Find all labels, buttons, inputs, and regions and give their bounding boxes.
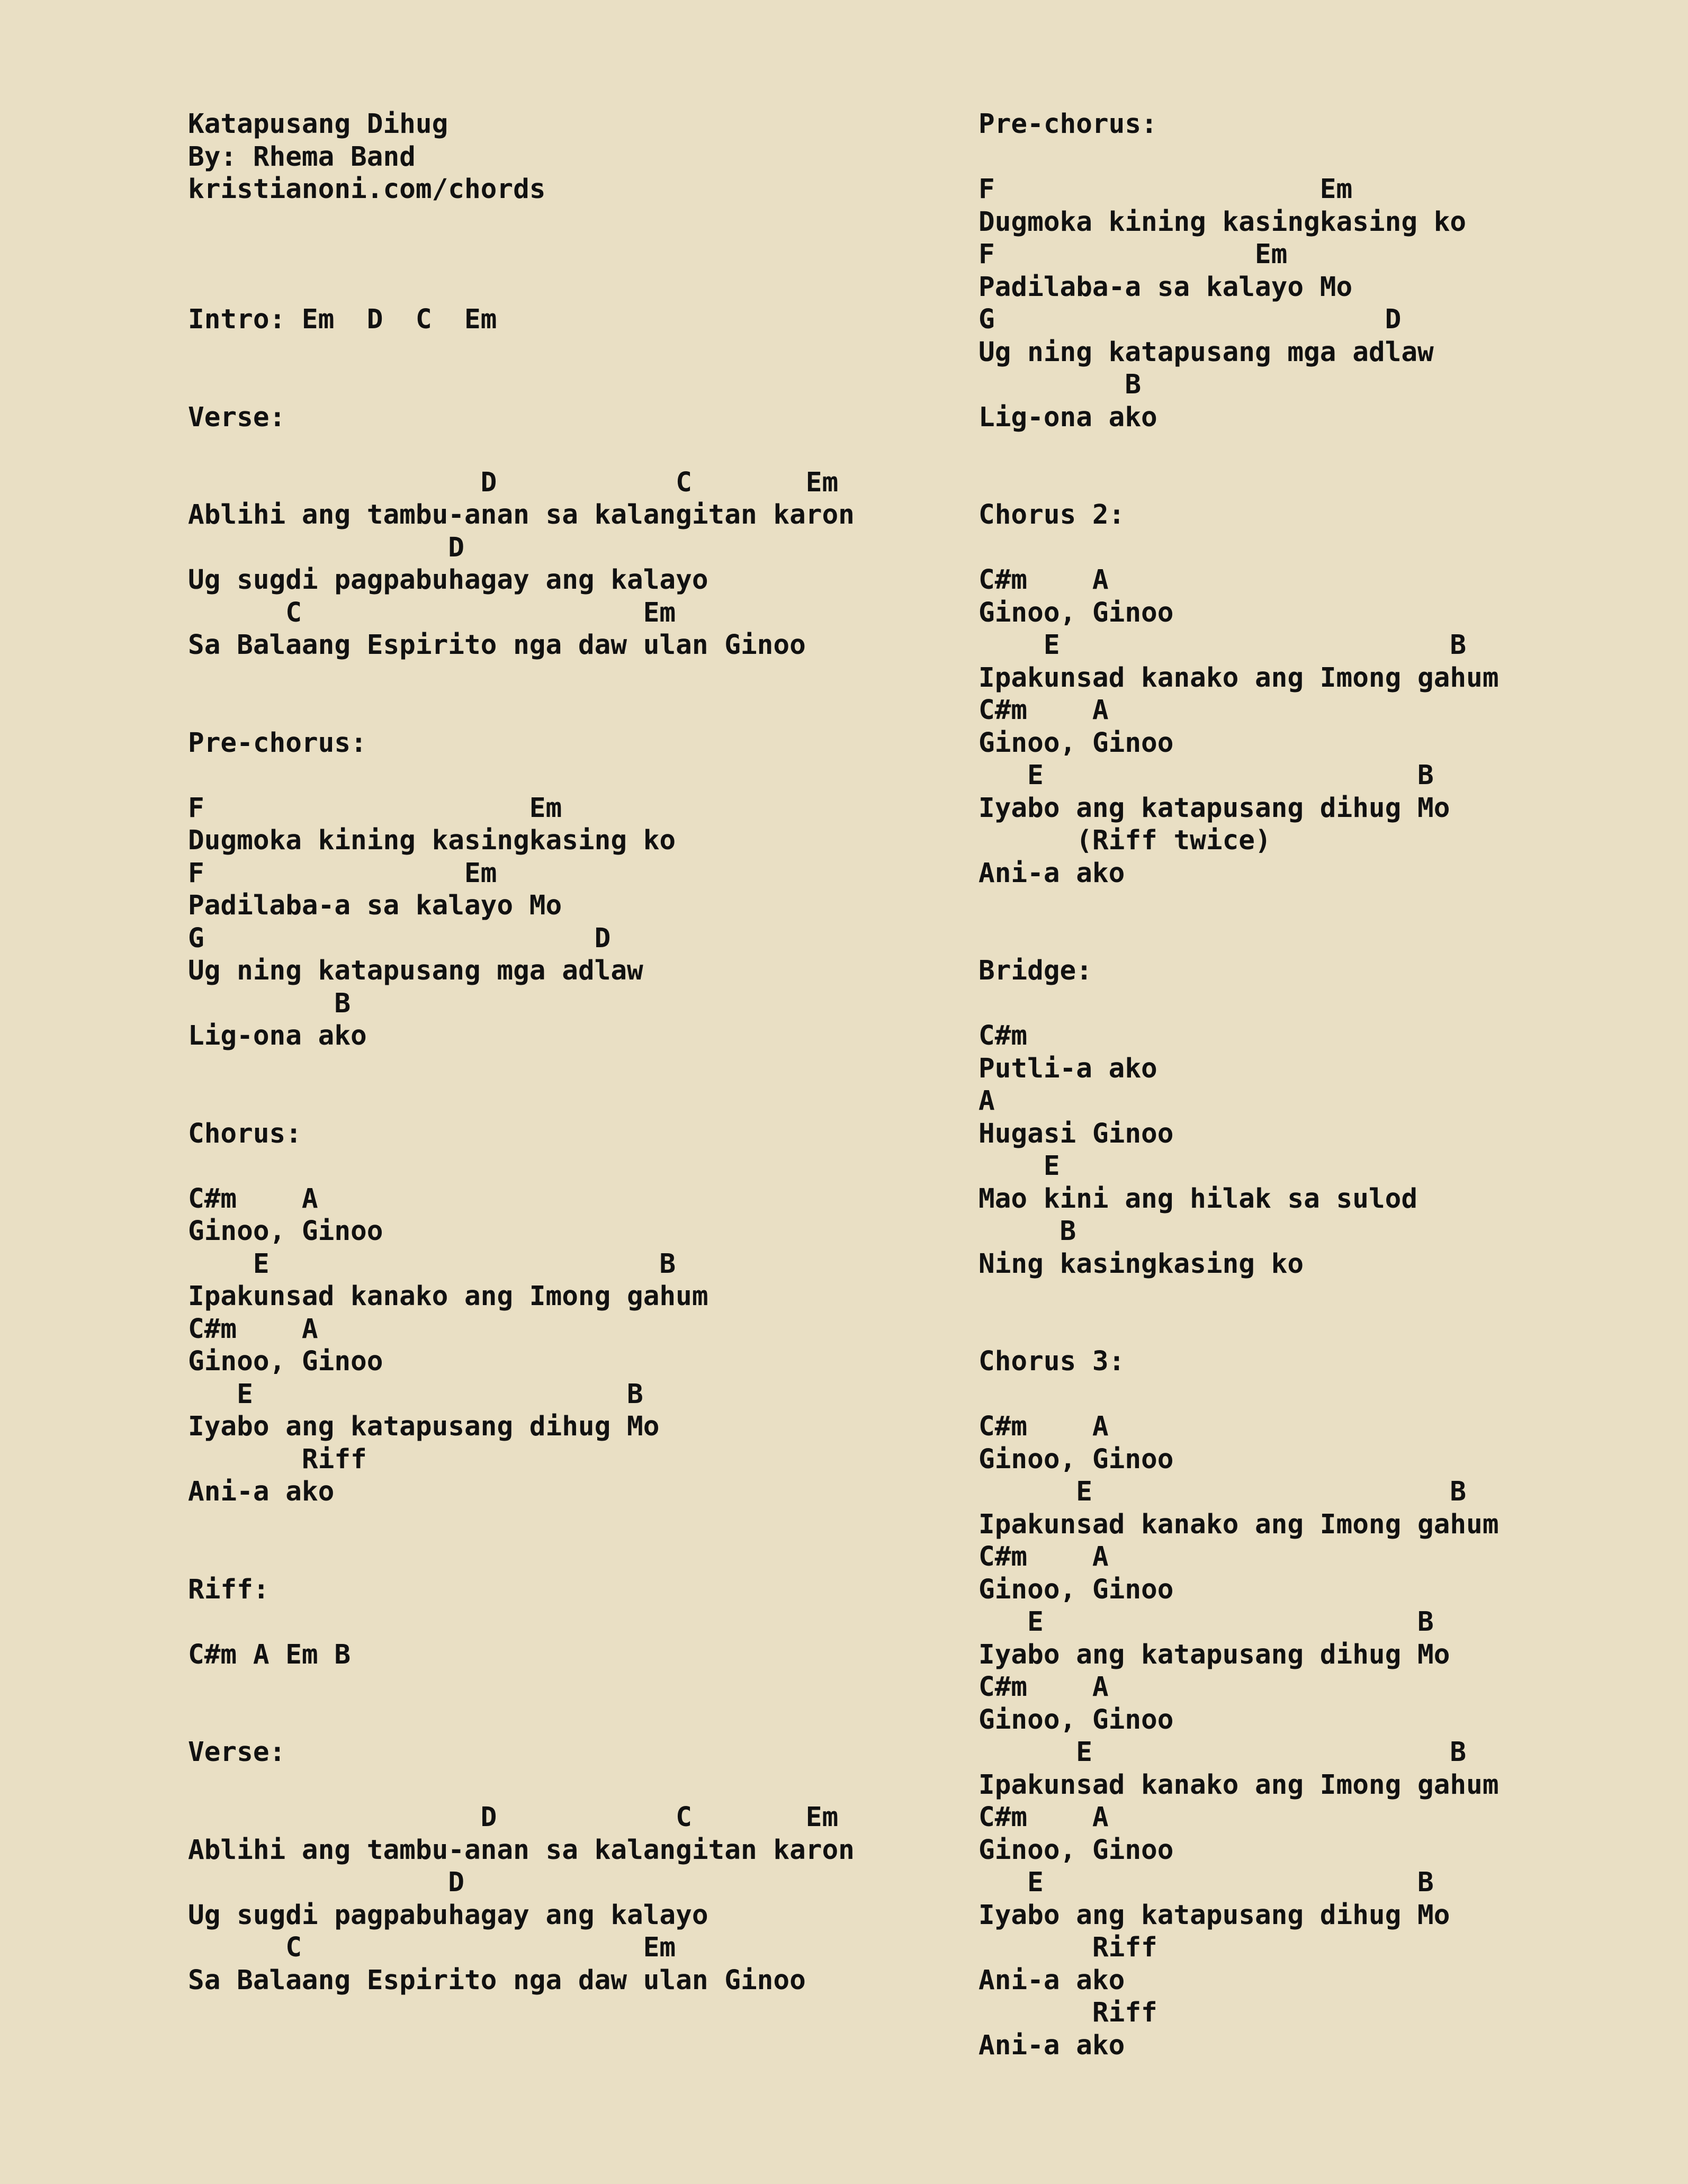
blank-line	[978, 466, 1499, 499]
chord-line: E B	[978, 760, 1434, 791]
blank-line	[188, 434, 855, 466]
lyric-line: Ginoo, Ginoo	[978, 1704, 1174, 1736]
chord-line: E B	[978, 1867, 1434, 1898]
blank-line	[978, 434, 1499, 466]
chord-line: Intro: Em D C Em	[188, 304, 497, 335]
lyric-line: Ginoo, Ginoo	[978, 1443, 1174, 1475]
chord-line: B	[978, 369, 1142, 400]
lyric-line: Ug sugdi pagpabuhagay ang kalayo	[188, 1899, 708, 1931]
lyric-line: Lig-ona ako	[188, 1020, 367, 1051]
lyric-line: Ug ning katapusang mga adlaw	[188, 955, 643, 986]
chord-line: C#m A Em B	[188, 1639, 351, 1670]
chord-line: C#m A	[978, 1802, 1109, 1833]
blank-line	[188, 1085, 855, 1118]
chord-line: C Em	[188, 597, 676, 628]
lyric-line: Ani-a ako	[978, 1964, 1125, 1996]
chord-line: B	[978, 1216, 1076, 1247]
lyric-line: Padilaba-a sa kalayo Mo	[188, 890, 562, 921]
chord-line: C Em	[188, 1932, 676, 1963]
lyric-line: Dugmoka kining kasingkasing ko	[978, 206, 1467, 238]
lyric-line: Ipakunsad kanako ang Imong gahum	[978, 662, 1499, 694]
lyric-line: Iyabo ang katapusang dihug Mo	[978, 1639, 1450, 1670]
chord-line: C#m A	[978, 1671, 1109, 1703]
chord-line: Riff	[978, 1997, 1157, 2028]
lyric-line: Lig-ona ako	[978, 401, 1157, 433]
chord-line: D C Em	[188, 1802, 839, 1833]
blank-line	[978, 532, 1499, 564]
chord-line: E	[978, 1151, 1060, 1182]
section-heading: Pre-chorus:	[188, 727, 367, 759]
lyric-line: Dugmoka kining kasingkasing ko	[188, 825, 676, 856]
chord-line: E B	[978, 1606, 1434, 1638]
blank-line	[188, 1150, 855, 1183]
blank-line	[188, 759, 855, 792]
chord-line: E B	[188, 1378, 643, 1410]
blank-line	[978, 1280, 1499, 1313]
section-heading: Verse:	[188, 401, 286, 433]
lyric-line: Ug ning katapusang mga adlaw	[978, 336, 1434, 368]
lyric-line: Ginoo, Ginoo	[188, 1216, 383, 1247]
song-title: Katapusang Dihug	[188, 109, 448, 140]
chord-line: B	[188, 987, 351, 1019]
lyric-line: Ginoo, Ginoo	[978, 1834, 1174, 1866]
chord-line: D	[188, 532, 464, 563]
lyric-line: Ani-a ako	[978, 857, 1125, 889]
lyric-line: Ginoo, Ginoo	[188, 1346, 383, 1377]
section-heading: Chorus 3:	[978, 1346, 1125, 1377]
chord-line: C#m A	[188, 1183, 318, 1215]
lyric-line: Ipakunsad kanako ang Imong gahum	[978, 1508, 1499, 1540]
lyric-line: Iyabo ang katapusang dihug Mo	[188, 1411, 660, 1442]
chord-line: C#m A	[188, 1313, 318, 1345]
lyric-line: Ginoo, Ginoo	[978, 727, 1174, 759]
chord-line: C#m A	[978, 695, 1109, 726]
lyric-line: Ug sugdi pagpabuhagay ang kalayo	[188, 564, 708, 596]
chord-line: Riff	[978, 1932, 1157, 1963]
chord-line: D C Em	[188, 466, 839, 498]
chord-line: Riff	[188, 1443, 367, 1475]
lyric-line: Ani-a ako	[978, 2029, 1125, 2061]
chord-line: A	[978, 1085, 995, 1117]
lyric-line: Ablihi ang tambu-anan sa kalangitan karon	[188, 1834, 855, 1866]
blank-line	[188, 369, 855, 401]
right-column	[978, 108, 1499, 2062]
song-meta-line: By: Rhema Band	[188, 141, 416, 173]
lyric-line: Ginoo, Ginoo	[978, 1574, 1174, 1605]
lyric-line: Iyabo ang katapusang dihug Mo	[978, 792, 1450, 824]
blank-line	[188, 1541, 855, 1574]
blank-line	[978, 987, 1499, 1020]
chord-line: (Riff twice)	[978, 825, 1271, 856]
lyric-line: Ning kasingkasing ko	[978, 1248, 1304, 1280]
chord-line: D	[188, 1867, 464, 1898]
lyric-line: Putli-a ako	[978, 1053, 1157, 1084]
section-heading: Riff:	[188, 1574, 270, 1605]
blank-line	[978, 1378, 1499, 1411]
blank-line	[978, 922, 1499, 955]
chord-line: C#m	[978, 1020, 1028, 1051]
chord-line: C#m A	[978, 564, 1109, 596]
section-heading: Verse:	[188, 1737, 286, 1768]
blank-line	[188, 238, 855, 271]
blank-line	[188, 1508, 855, 1541]
lyric-line: Ginoo, Ginoo	[978, 597, 1174, 628]
blank-line	[978, 141, 1499, 174]
lyric-line: Hugasi Ginoo	[978, 1118, 1174, 1149]
blank-line	[188, 694, 855, 727]
chord-line: F Em	[188, 857, 497, 889]
chord-line: F Em	[978, 174, 1353, 205]
chord-line: E B	[188, 1248, 676, 1280]
blank-line	[188, 1606, 855, 1639]
chord-line: C#m A	[978, 1541, 1109, 1572]
lyric-line: Padilaba-a sa kalayo Mo	[978, 271, 1353, 303]
lyric-line: Ipakunsad kanako ang Imong gahum	[978, 1769, 1499, 1801]
section-heading: Chorus 2:	[978, 499, 1125, 531]
lyric-line: Ani-a ako	[188, 1476, 335, 1507]
blank-line	[188, 1671, 855, 1704]
chord-line: E B	[978, 630, 1467, 661]
chord-line: C#m A	[978, 1411, 1109, 1442]
chord-line: E B	[978, 1737, 1467, 1768]
left-column	[188, 108, 855, 1997]
section-heading: Pre-chorus:	[978, 109, 1157, 140]
blank-line	[188, 1704, 855, 1737]
lyric-line: Ipakunsad kanako ang Imong gahum	[188, 1281, 708, 1312]
chord-line: G D	[188, 922, 611, 954]
lyric-line: Ablihi ang tambu-anan sa kalangitan karon	[188, 499, 855, 531]
chord-line: F Em	[978, 239, 1288, 270]
lyric-line: Mao kini ang hilak sa sulod	[978, 1183, 1418, 1215]
blank-line	[188, 1053, 855, 1085]
blank-line	[978, 1313, 1499, 1346]
blank-line	[188, 206, 855, 239]
song-meta-line: kristianoni.com/chords	[188, 174, 546, 205]
blank-line	[188, 662, 855, 695]
blank-line	[978, 889, 1499, 922]
section-heading: Chorus:	[188, 1118, 302, 1149]
lyric-line: Iyabo ang katapusang dihug Mo	[978, 1899, 1450, 1931]
chord-line: E B	[978, 1476, 1467, 1507]
chord-line: G D	[978, 304, 1402, 335]
lyric-line: Sa Balaang Espirito nga daw ulan Ginoo	[188, 630, 806, 661]
blank-line	[188, 1769, 855, 1802]
chord-line: F Em	[188, 792, 562, 824]
blank-line	[188, 336, 855, 369]
blank-line	[188, 271, 855, 304]
section-heading: Bridge:	[978, 955, 1092, 986]
lyric-line: Sa Balaang Espirito nga daw ulan Ginoo	[188, 1964, 806, 1996]
